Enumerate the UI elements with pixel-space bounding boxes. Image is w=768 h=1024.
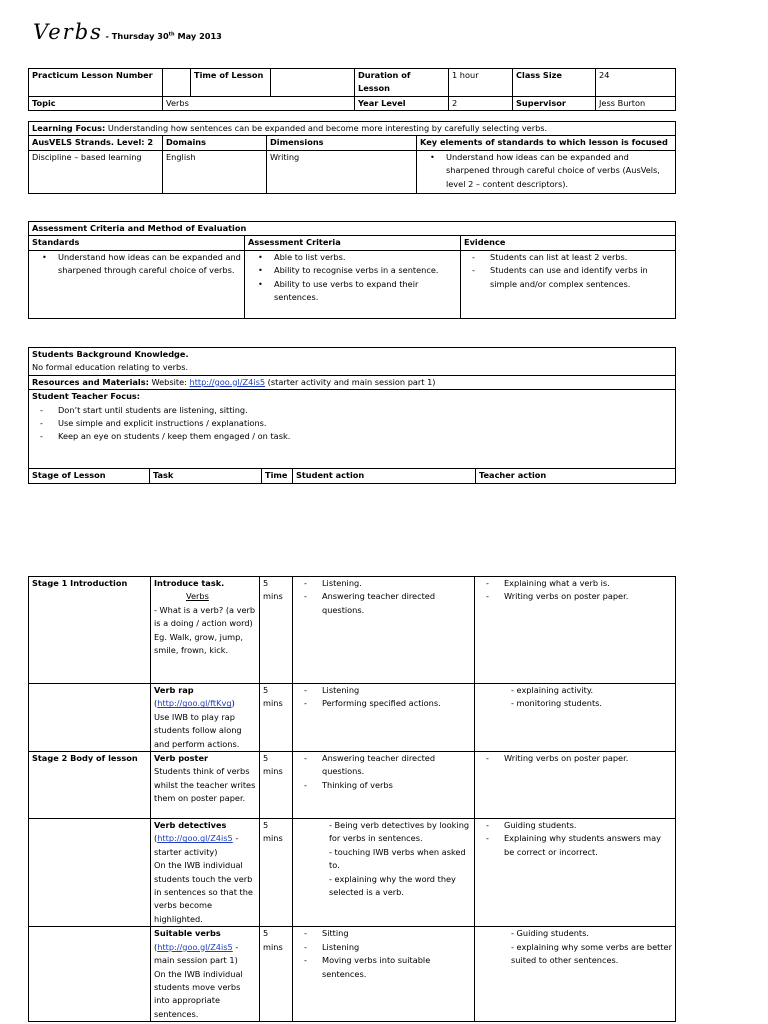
duration-label: Duration of Lesson — [355, 69, 449, 97]
teacher-action-introduce: - Explaining what a verb is. - Writing verbs on poster paper. — [475, 577, 676, 684]
assessment-table — [28, 221, 676, 319]
evidence-item: - Students can list at least 2 verbs. — [464, 251, 672, 264]
year-level-value: 2 — [449, 96, 513, 110]
stage-2-continued — [29, 819, 151, 927]
suitable-verbs-link[interactable]: http://goo.gl/Z4is5 — [157, 941, 233, 952]
stage-1-label: Stage 1 Introduction — [29, 577, 151, 684]
time-verb-rap: 5 mins — [260, 684, 293, 752]
background-table — [28, 347, 676, 484]
teacher-action-header: Teacher action — [476, 469, 676, 483]
teacher-action-verb-detectives: - Guiding students. - Explaining why students answers may be correct or incorrect. — [475, 819, 676, 927]
background-text: No formal education relating to verbs. — [32, 362, 189, 373]
student-action-suitable-verbs: - Sitting - Listening - Moving verbs into suitable sentences. — [293, 927, 475, 1022]
teacher-focus-item: - Use simple and explicit instructions / explanations. — [32, 417, 672, 430]
key-elements-header: Key elements of standards to which lesson is focused — [417, 136, 676, 150]
student-action-header: Student action — [293, 469, 476, 483]
strand-value: Discipline – based learning — [29, 150, 163, 193]
student-action-verb-rap: - Listening - Performing specified actions. — [293, 684, 475, 752]
standard-item: • Understand how ideas can be expanded and sharpened through careful choice of verbs. — [32, 251, 241, 278]
topic-value: Verbs — [163, 96, 355, 110]
date-text: - Thursday 30th May 2013 — [105, 31, 222, 41]
domains-header: Domains — [163, 136, 267, 150]
duration-value: 1 hour — [449, 69, 513, 97]
dimensions-header: Dimensions — [267, 136, 417, 150]
lesson-info-table — [28, 68, 676, 111]
key-element-item: • Understand how ideas can be expanded and sharpened through careful choice of verbs (AusVels, level 2 – content descriptors). — [420, 151, 672, 191]
practicum-value — [163, 69, 191, 97]
evidence-cell — [461, 250, 676, 318]
stage-header: Stage of Lesson — [29, 469, 150, 483]
task-verb-rap: Verb rap (http://goo.gl/ftKvg) Use IWB to play rap students follow along and perform actions. — [151, 684, 260, 752]
criteria-item: • Ability to use verbs to expand their sentences. — [248, 278, 457, 305]
time-suitable-verbs: 5 mins — [260, 927, 293, 1022]
criteria-header: Assessment Criteria — [245, 236, 461, 250]
lesson-stages-table — [28, 576, 676, 1022]
assessment-title: Assessment Criteria and Method of Evaluation — [29, 222, 676, 236]
topic-label: Topic — [29, 96, 163, 110]
teacher-action-verb-poster: - Writing verbs on poster paper. — [475, 752, 676, 819]
practicum-label: Practicum Lesson Number — [29, 69, 163, 97]
criteria-cell — [245, 250, 461, 318]
year-level-label: Year Level — [355, 96, 449, 110]
criteria-item: • Ability to recognise verbs in a sentence. — [248, 264, 457, 277]
learning-focus-table — [28, 121, 676, 194]
task-verb-poster: Verb poster Students think of verbs whilst the teacher writes them on poster paper. — [151, 752, 260, 819]
domain-value: English — [163, 150, 267, 193]
teacher-action-suitable-verbs: - Guiding students. - explaining why some verbs are better suited to other sentences. — [475, 927, 676, 1022]
background-title: Students Background Knowledge. — [32, 349, 189, 359]
task-header: Task — [150, 469, 262, 483]
teacher-focus-item: - Keep an eye on students / keep them engaged / on task. — [32, 430, 672, 443]
stage-2-continued-2 — [29, 927, 151, 1022]
student-action-verb-detectives: - Being verb detectives by looking for verbs in sentences. - touching IWB verbs when asked to. - explaining why the word they selected is a verb. — [293, 819, 475, 927]
class-size-value: 24 — [596, 69, 676, 97]
learning-focus: Learning Focus: Understanding how sentences can be expanded and become more interesting by carefully selecting verbs. — [29, 122, 676, 136]
teacher-focus-cell — [29, 390, 676, 469]
time-verb-detectives: 5 mins — [260, 819, 293, 927]
evidence-header: Evidence — [461, 236, 676, 250]
supervisor-label: Supervisor — [513, 96, 596, 110]
time-verb-poster: 5 mins — [260, 752, 293, 819]
resources-cell: Resources and Materials: Website: http://goo.gl/Z4is5 (starter activity and main session part 1) — [29, 375, 676, 389]
evidence-item: - Students can use and identify verbs in simple and/or complex sentences. — [464, 264, 672, 291]
time-introduce: 5 mins — [260, 577, 293, 684]
standards-cell — [29, 250, 245, 318]
strands-header: AusVELS Strands. Level: 2 — [29, 136, 163, 150]
verb-detectives-link[interactable]: http://goo.gl/Z4is5 — [157, 833, 233, 844]
time-value — [271, 69, 355, 97]
stage-1-continued — [29, 684, 151, 752]
teacher-focus-item: - Don’t start until students are listening, sitting. — [32, 404, 672, 417]
task-introduce: Introduce task. Verbs - What is a verb? (a verb is a doing / action word) Eg. Walk, grow, jump, smile, frown, kick. — [151, 577, 260, 684]
teacher-focus-title: Student Teacher Focus: — [32, 391, 141, 402]
student-action-verb-poster: - Answering teacher directed questions. - Thinking of verbs — [293, 752, 475, 819]
title-text: Verbs — [33, 20, 103, 44]
resources-link[interactable]: http://goo.gl/Z4is5 — [189, 376, 266, 387]
teacher-action-verb-rap: - explaining activity. - monitoring students. — [475, 684, 676, 752]
criteria-item: • Able to list verbs. — [248, 251, 457, 264]
task-suitable-verbs: Suitable verbs (http://goo.gl/Z4is5 - main session part 1) On the IWB individual students move verbs into appropriate sentences. — [151, 927, 260, 1022]
key-element-cell — [417, 150, 676, 193]
dimension-value: Writing — [267, 150, 417, 193]
standards-header: Standards — [29, 236, 245, 250]
supervisor-value: Jess Burton — [596, 96, 676, 110]
stage-2-label: Stage 2 Body of lesson — [29, 752, 151, 819]
class-size-label: Class Size — [513, 69, 596, 97]
time-header: Time — [262, 469, 293, 483]
verb-rap-link[interactable]: http://goo.gl/ftKvg — [157, 698, 232, 709]
task-verb-detectives: Verb detectives (http://goo.gl/Z4is5 - starter activity) On the IWB individual students touch the verb in sentences so that the verbs become highlighted. — [151, 819, 260, 927]
document-title — [33, 20, 222, 44]
background-cell — [29, 348, 676, 376]
time-label: Time of Lesson — [191, 69, 271, 97]
student-action-introduce: - Listening. - Answering teacher directed questions. — [293, 577, 475, 684]
